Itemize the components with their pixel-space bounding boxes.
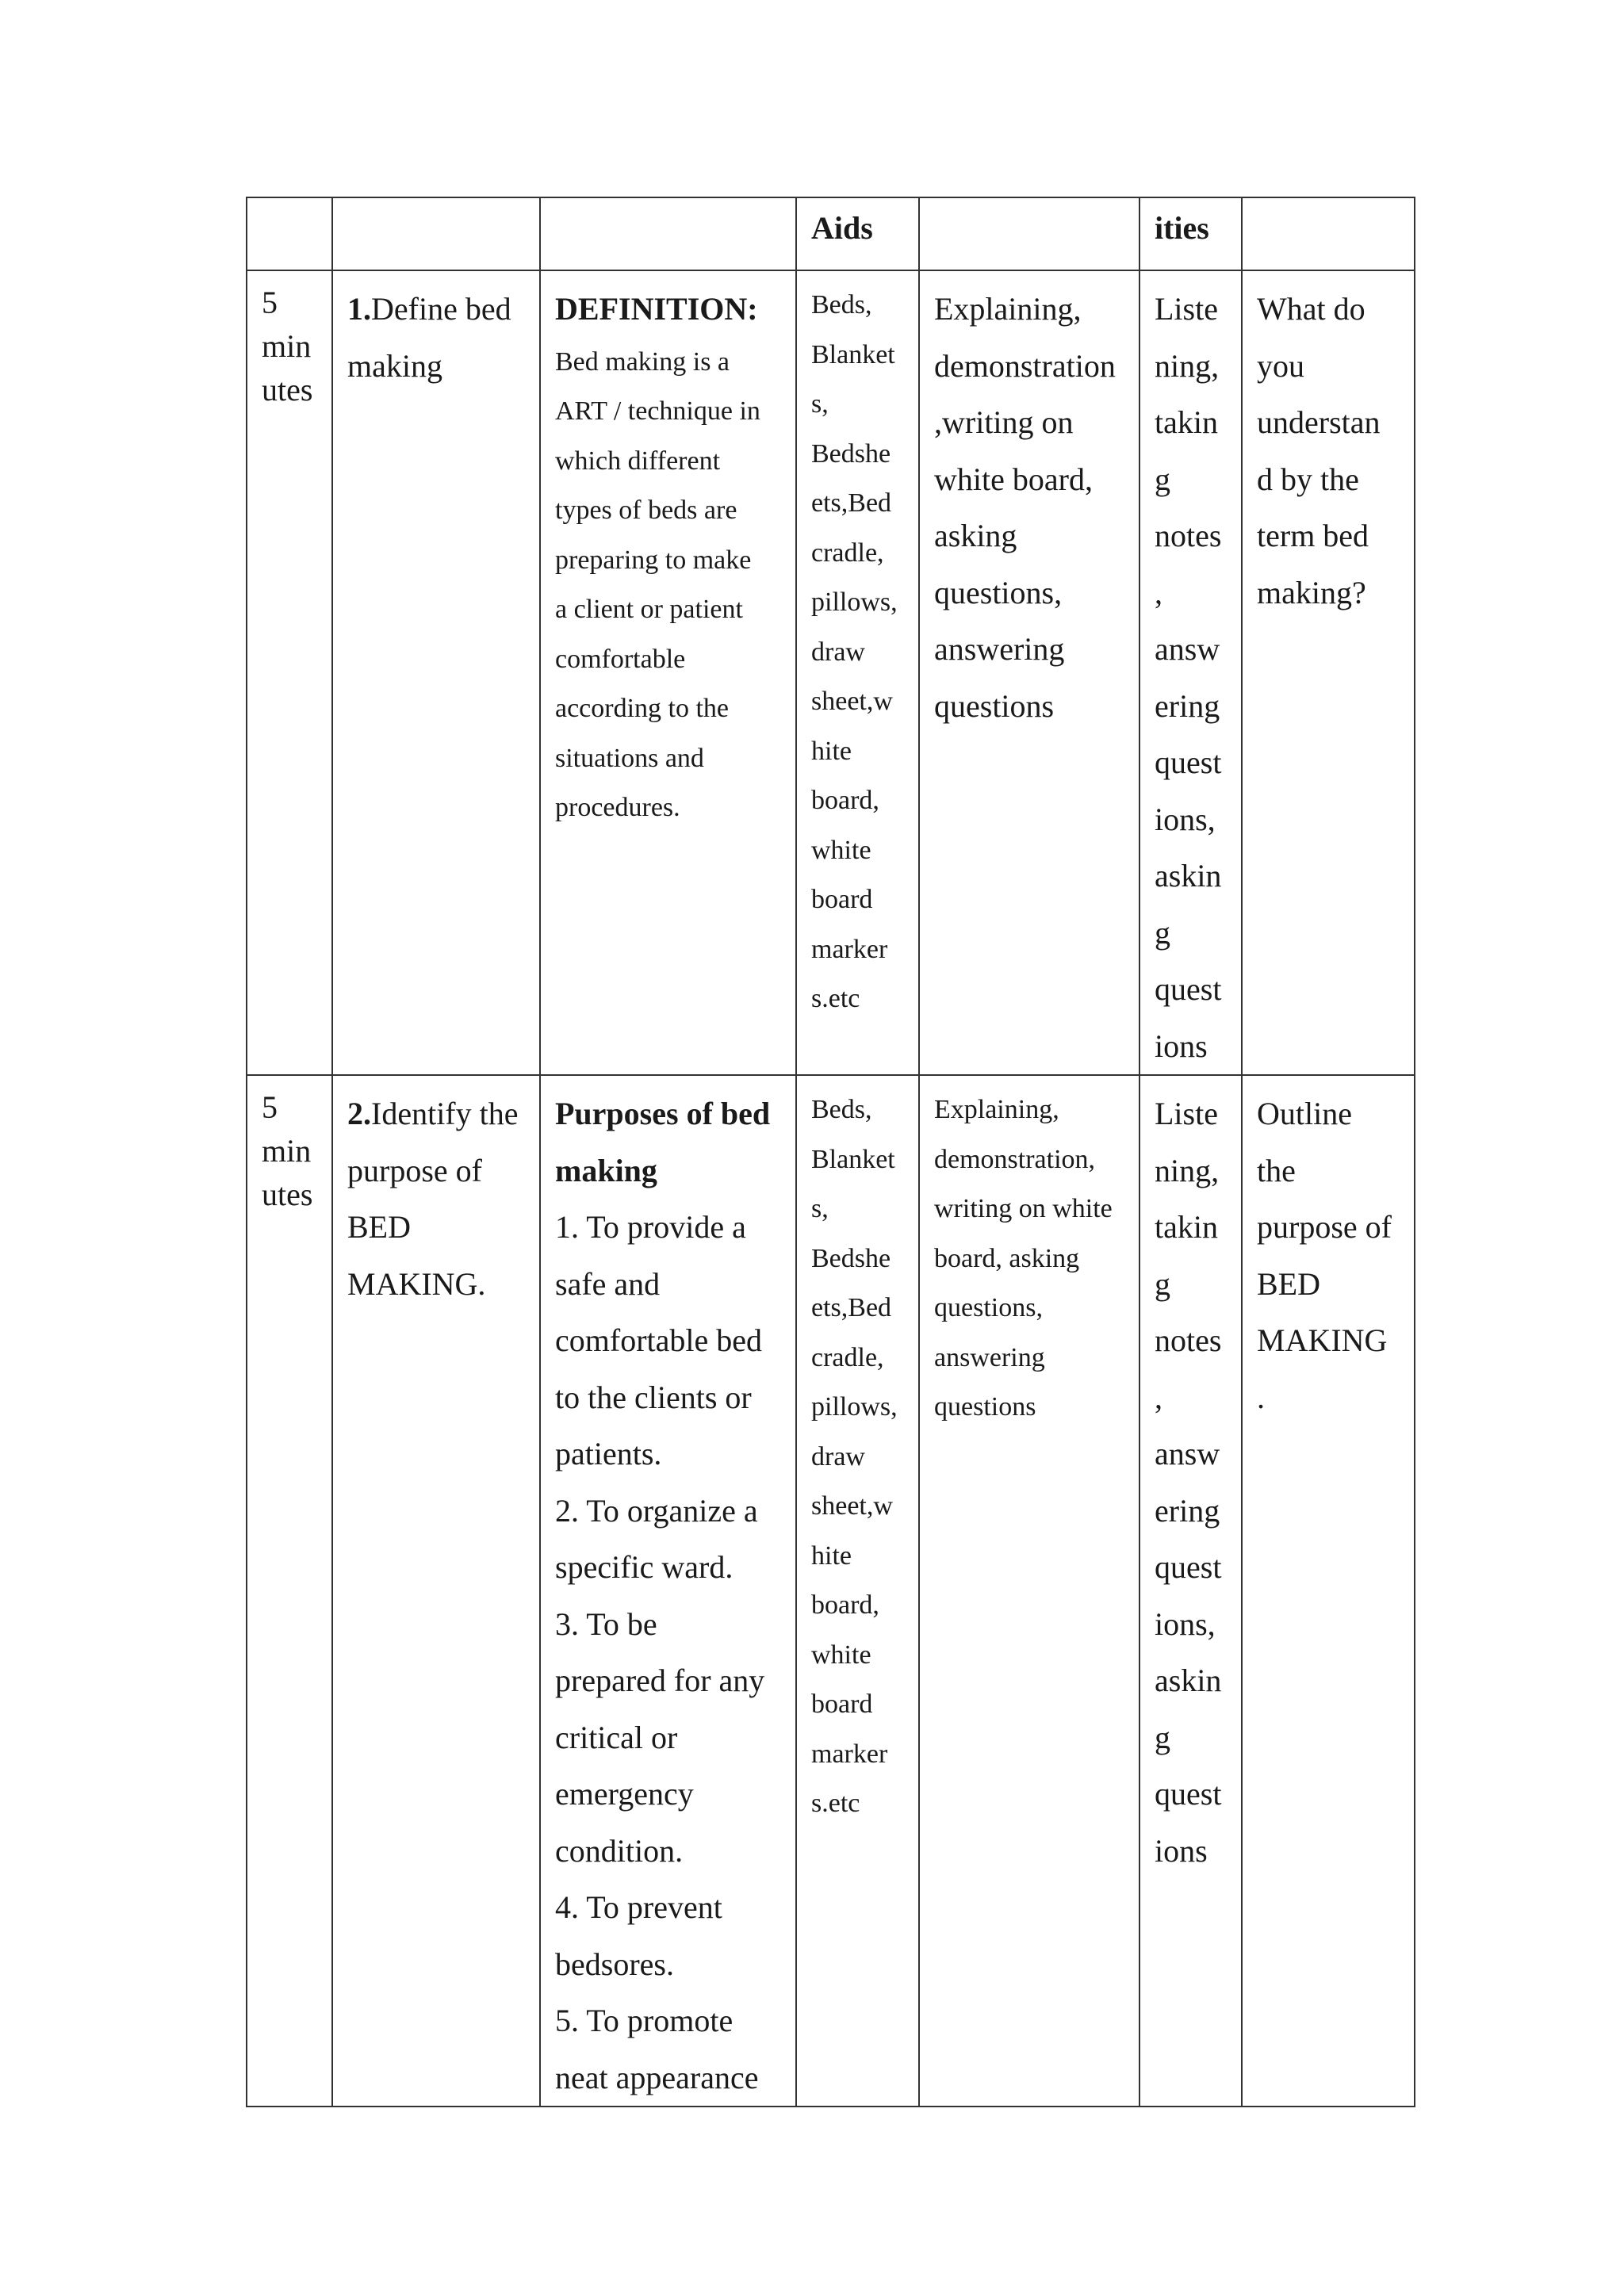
content-heading: Purposes of bed making xyxy=(555,1096,771,1188)
methods-cell: Explaining, demonstration, writing on white board, asking questions, answering questions xyxy=(919,1075,1139,2107)
lesson-plan-table xyxy=(246,197,1415,2107)
evaluation-cell: Outline the purpose of BED MAKING . xyxy=(1242,1075,1415,2107)
header-cell-aids: Aids xyxy=(796,197,919,270)
header-cell-evaluation xyxy=(1242,197,1415,270)
header-cell-content xyxy=(540,197,796,270)
content-heading: DEFINITION: xyxy=(555,291,758,327)
content-cell xyxy=(540,270,796,1075)
content-body: 1. To provide a safe and comfortable bed to the clients or patients. 2. To organize a specific ward. 3. To be prepared for any critical or emergency condition. 4. To prevent bedsores. 5. To promote neat appearance xyxy=(555,1209,765,2095)
content-body: Bed making is a ART / technique in which different types of beds are preparing to make a client or patient comfortable according to the situations and procedures. xyxy=(555,346,760,822)
activities-cell: Liste ning, takin g notes , answ ering quest ions, askin g quest ions xyxy=(1139,1075,1242,2107)
time-cell: 5 min utes xyxy=(247,270,332,1075)
methods-cell: Explaining, demonstration ,writing on white board, asking questions, answering questions xyxy=(919,270,1139,1075)
time-cell: 5 min utes xyxy=(247,1075,332,2107)
objective-text: Identify the purpose of BED MAKING. xyxy=(347,1096,519,1302)
activities-cell: Liste ning, takin g notes , answ ering quest ions, askin g quest ions xyxy=(1139,270,1242,1075)
header-cell-activities: ities xyxy=(1139,197,1242,270)
table-row xyxy=(247,270,1415,1075)
header-cell-time xyxy=(247,197,332,270)
objective-number: 2. xyxy=(347,1096,371,1131)
objective-cell xyxy=(332,1075,540,2107)
objective-number: 1. xyxy=(347,291,371,327)
evaluation-cell: What do you understan d by the term bed making? xyxy=(1242,270,1415,1075)
aids-cell: Beds, Blanket s, Bedshe ets,Bed cradle, pillows, draw sheet,w hite board, white board marker s.etc xyxy=(796,1075,919,2107)
aids-cell: Beds, Blanket s, Bedshe ets,Bed cradle, pillows, draw sheet,w hite board, white board marker s.etc xyxy=(796,270,919,1075)
content-cell xyxy=(540,1075,796,2107)
header-cell-objective xyxy=(332,197,540,270)
table-row xyxy=(247,1075,1415,2107)
objective-text: Define bed making xyxy=(347,291,511,384)
header-row xyxy=(247,197,1415,270)
header-cell-methods xyxy=(919,197,1139,270)
objective-cell xyxy=(332,270,540,1075)
